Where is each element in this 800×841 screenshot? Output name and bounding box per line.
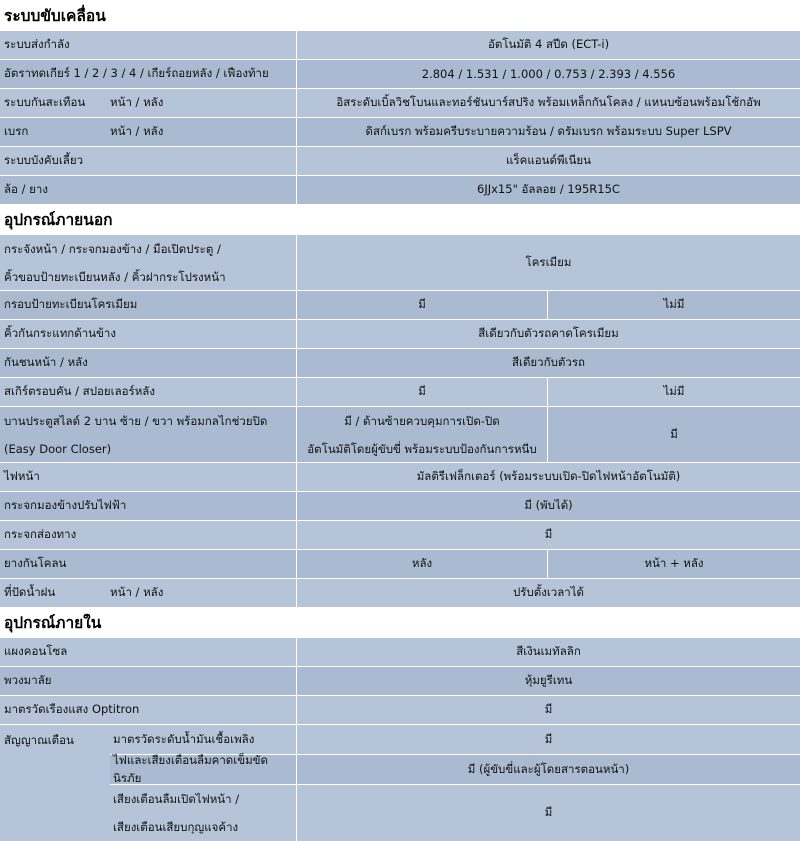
warning-item-label: มาตรวัดระดับน้ำมันเชื้อเพลิง <box>110 725 297 754</box>
row-label <box>0 579 297 607</box>
row-value: โครเมียม <box>525 254 572 269</box>
row-value: มี (พับได้) <box>524 498 573 512</box>
table-row <box>0 117 800 146</box>
row-label <box>0 118 297 146</box>
warning-item-value: มี <box>544 731 553 746</box>
table-row <box>0 406 800 462</box>
value-left: มี <box>297 378 548 406</box>
row-label: ไฟหน้า <box>0 463 297 491</box>
row-label-line-2: คิ้วขอบป้ายทะเบียนหลัง / คิ้วฝากระโปรงหน้า <box>4 269 226 284</box>
row-label: พวงมาลัย <box>0 667 297 695</box>
table-row <box>0 549 800 578</box>
table-row <box>0 88 800 117</box>
table-row <box>0 637 800 666</box>
row-value-split <box>297 550 800 578</box>
row-value: อัตโนมัติ 4 สปีด (ECT-i) <box>487 37 610 51</box>
warning-item-value: มี (ผู้ขับขี่และผู้โดยสารตอนหน้า) <box>467 761 630 776</box>
row-value: อิสระดับเบิ้ลวิชโบนและทอร์ชันบาร์สปริง พร้อมเหล็กกันโคลง / แหนบซ้อนพร้อมโช้กอัพ <box>336 95 761 109</box>
row-value: สีเดียวกับตัวรถ <box>512 355 585 369</box>
table-row <box>0 377 800 406</box>
row-label: ระบบบังคับเลี้ยว <box>0 147 297 175</box>
row-value-split <box>297 407 800 462</box>
row-label <box>0 89 297 117</box>
row-value: 2.804 / 1.531 / 1.000 / 0.753 / 2.393 / 4.556 <box>421 67 676 81</box>
table-row <box>0 290 800 319</box>
table-row <box>0 30 800 59</box>
table-row <box>0 491 800 520</box>
row-value: มัลติรีเฟล็กเตอร์ (พร้อมระบบเปิด-ปิดไฟหน้าอัตโนมัติ) <box>416 469 681 483</box>
value-left-line-1: มี / ด้านซ้ายควบคุมการเปิด-ปิด <box>344 413 500 428</box>
drivetrain-table <box>0 30 800 204</box>
warning-item-label-line-1: เสียงเตือนลืมเปิดไฟหน้า / <box>113 792 240 806</box>
warning-item <box>110 725 800 754</box>
section-title-drivetrain: ระบบขับเคลื่อน <box>0 0 800 30</box>
row-label-line-1: บานประตูสไลด์ 2 บาน ซ้าย / ขวา พร้อมกลไกช่วยปิด <box>4 413 268 428</box>
row-label-line-2: (Easy Door Closer) <box>4 441 112 456</box>
warning-item-label <box>110 785 297 841</box>
value-left: มี <box>297 291 548 319</box>
row-label <box>0 407 297 462</box>
table-row <box>0 175 800 204</box>
table-row <box>0 234 800 290</box>
row-label-main: เบรก <box>4 124 29 138</box>
row-label: คิ้วกันกระแทกด้านข้าง <box>0 320 297 348</box>
row-value: แร็คแอนด์พีเนียน <box>506 153 591 167</box>
row-label-sub: หน้า / หลัง <box>110 95 164 109</box>
row-label-sub: หน้า / หลัง <box>110 585 164 599</box>
row-value: 6JJx15" อัลลอย / 195R15C <box>477 182 620 196</box>
row-label-main: ที่ปัดน้ำฝน <box>4 585 56 599</box>
table-row <box>0 59 800 88</box>
row-value: สีเงินเมทัลลิก <box>516 644 581 658</box>
warning-item <box>110 754 800 784</box>
value-left: หลัง <box>297 550 548 578</box>
table-row <box>0 146 800 175</box>
row-value-split <box>297 291 800 319</box>
value-right: มี <box>670 426 678 441</box>
value-right: หน้า + หลัง <box>644 556 704 570</box>
warning-item <box>110 784 800 841</box>
row-value: หุ้มยูรีเทน <box>524 673 573 687</box>
value-left <box>297 407 548 462</box>
warning-item-label: ไฟและเสียงเตือนลืมคาดเข็มขัดนิรภัย <box>110 755 297 784</box>
row-label: กันชนหน้า / หลัง <box>0 349 297 377</box>
row-label: ระบบส่งกำลัง <box>0 31 297 59</box>
warning-item-label-line-2: เสียงเตือนเสียบกุญแจค้าง <box>113 820 239 834</box>
row-label: กรอบป้ายทะเบียนโครเมียม <box>0 291 297 319</box>
row-label-main: ระบบกันสะเทือน <box>4 95 86 109</box>
row-value: ปรับตั้งเวลาได้ <box>512 585 584 599</box>
table-row <box>0 666 800 695</box>
value-right: ไม่มี <box>663 297 685 311</box>
row-value: สีเดียวกับตัวรถคาดโครเมียม <box>478 326 619 340</box>
table-row <box>0 319 800 348</box>
row-label: มาตรวัดเรืองแสง Optitron <box>0 696 297 724</box>
section-title-interior: อุปกรณ์ภายใน <box>0 607 800 637</box>
row-value: มี <box>544 702 553 716</box>
table-row <box>0 520 800 549</box>
row-label-line-1: กระจังหน้า / กระจกมองข้าง / มือเปิดประตู / <box>4 241 221 256</box>
row-value: มี <box>544 527 553 541</box>
section-title-exterior: อุปกรณ์ภายนอก <box>0 204 800 234</box>
value-left-line-2: อัตโนมัติโดยผู้ขับขี่ พร้อมระบบป้องกันการหนีบ <box>307 441 537 456</box>
row-label: แผงคอนโซล <box>0 638 297 666</box>
row-label-sub: หน้า / หลัง <box>110 124 164 138</box>
row-label: กระจกมองข้างปรับไฟฟ้า <box>0 492 297 520</box>
row-label: สเกิร์ตรอบคัน / สปอยเลอร์หลัง <box>0 378 297 406</box>
table-row <box>0 348 800 377</box>
row-label: ยางกันโคลน <box>0 550 297 578</box>
warning-item-value: มี <box>544 805 553 819</box>
warnings-group <box>0 724 800 841</box>
row-label: กระจกส่องทาง <box>0 521 297 549</box>
value-right: ไม่มี <box>663 384 685 398</box>
warnings-label: สัญญาณเตือน <box>4 733 74 747</box>
interior-table <box>0 637 800 724</box>
row-value-split <box>297 378 800 406</box>
row-value: ดิสก์เบรก พร้อมครีบระบายความร้อน / ดรัมเบรก พร้อมระบบ Super LSPV <box>365 124 732 138</box>
table-row <box>0 578 800 607</box>
row-label: อัตราทดเกียร์ 1 / 2 / 3 / 4 / เกียร์ถอยหลัง / เฟืองท้าย <box>0 60 297 88</box>
warnings-items <box>110 725 800 841</box>
table-row <box>0 462 800 491</box>
row-label: ล้อ / ยาง <box>0 176 297 204</box>
table-row <box>0 695 800 724</box>
exterior-table <box>0 234 800 607</box>
row-label <box>0 235 297 290</box>
